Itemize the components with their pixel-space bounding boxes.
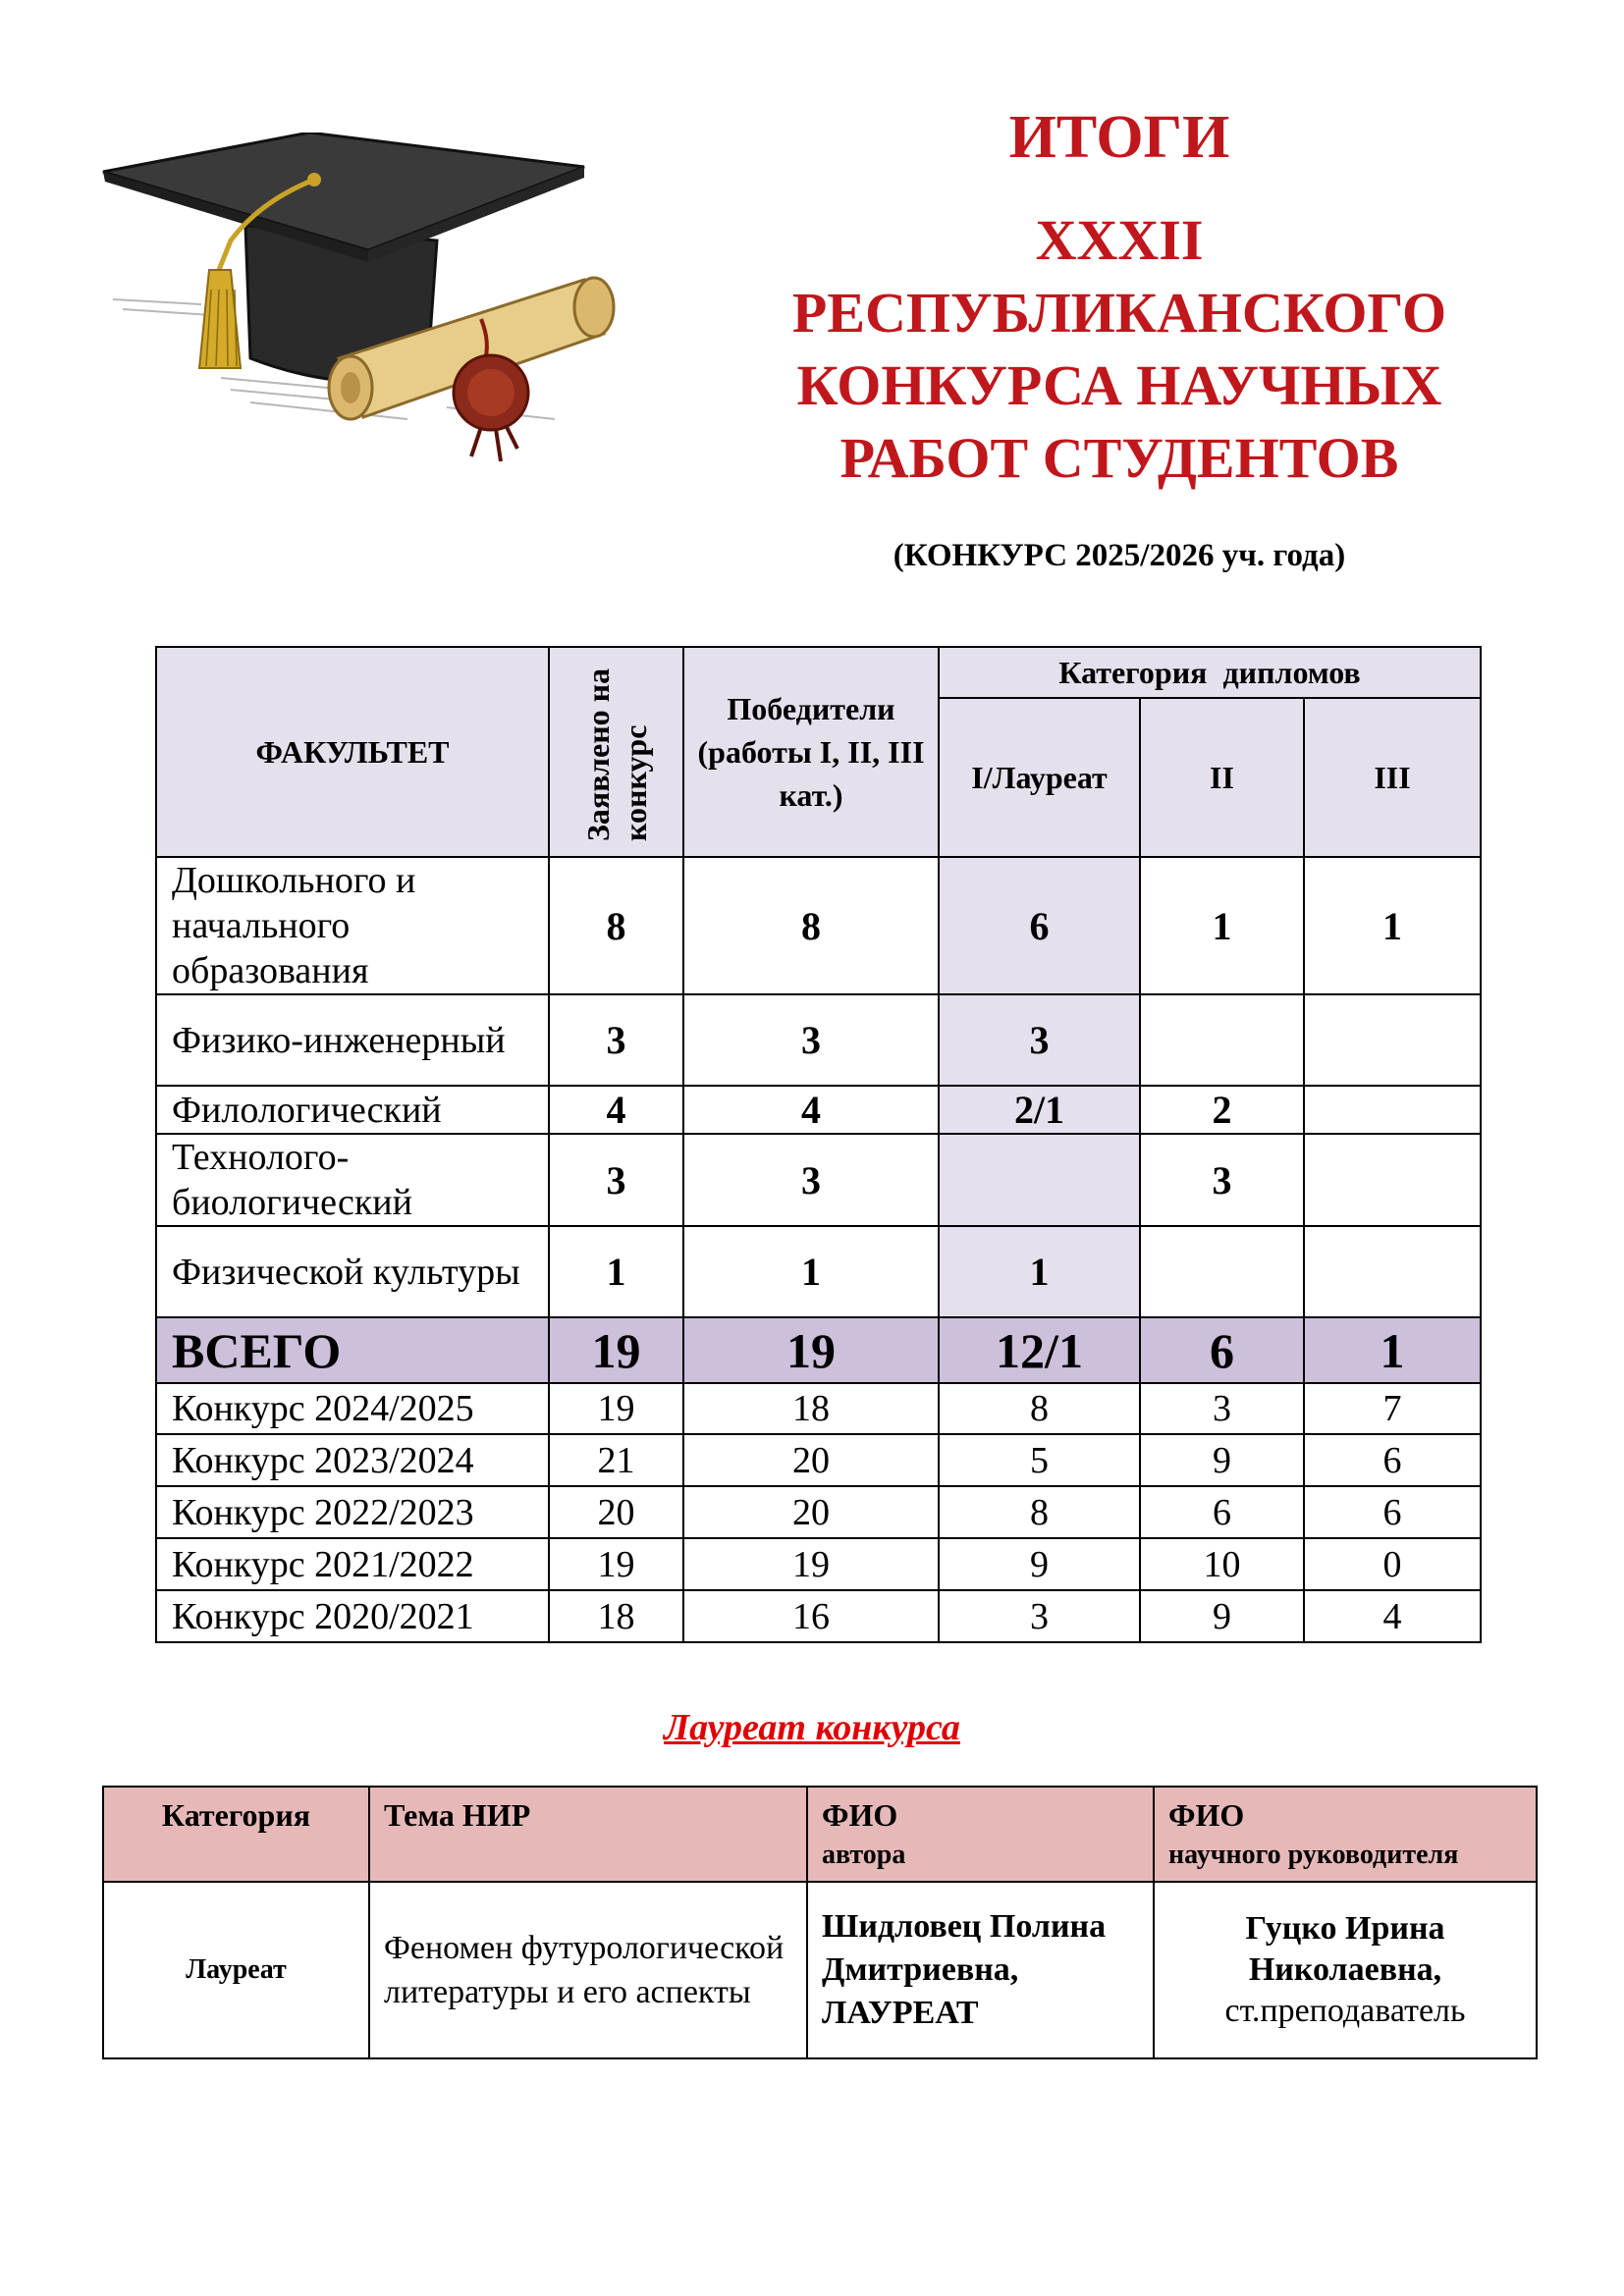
year-label: Конкурс 2022/2023 bbox=[156, 1486, 549, 1538]
faculty-name: Физической культуры bbox=[156, 1226, 549, 1317]
cat2-value: 3 bbox=[1140, 1383, 1304, 1434]
author-status: ЛАУРЕАТ bbox=[822, 1995, 979, 2031]
cat3-value bbox=[1304, 1134, 1481, 1226]
laureate-topic: Феномен футурологической литературы и его аспекты bbox=[369, 1882, 807, 2058]
submitted-value: 19 bbox=[549, 1538, 683, 1590]
cat2-value: 9 bbox=[1140, 1434, 1304, 1486]
laureate-category: Лауреат bbox=[103, 1882, 369, 2058]
header-topic bbox=[369, 1787, 807, 1882]
cat1-value: 5 bbox=[939, 1434, 1140, 1486]
total-cat2: 6 bbox=[1140, 1317, 1304, 1383]
cat3-value: 1 bbox=[1304, 857, 1481, 994]
total-submitted: 19 bbox=[549, 1317, 683, 1383]
title-competition: КОНКУРСА НАУЧНЫХ bbox=[796, 353, 1442, 417]
cat1-value: 9 bbox=[939, 1538, 1140, 1590]
submitted-value: 18 bbox=[549, 1590, 683, 1642]
laureate-row bbox=[103, 1882, 1537, 2058]
table-row bbox=[156, 1086, 1481, 1134]
year-label: Конкурс 2024/2025 bbox=[156, 1383, 549, 1434]
cat2-value: 2 bbox=[1140, 1086, 1304, 1134]
header-faculty: ФАКУЛЬТЕТ bbox=[156, 647, 549, 857]
cat3-value: 6 bbox=[1304, 1486, 1481, 1538]
header-author-main: ФИО bbox=[822, 1797, 898, 1833]
title-student-works: РАБОТ СТУДЕНТОВ bbox=[839, 426, 1399, 490]
winners-value: 16 bbox=[683, 1590, 939, 1642]
title-edition: XXXII bbox=[1035, 208, 1204, 272]
header-winners bbox=[683, 647, 939, 857]
year-row bbox=[156, 1383, 1481, 1434]
faculty-name: Дошкольного и начального образования bbox=[156, 857, 549, 994]
mortarboard bbox=[103, 133, 584, 250]
cat2-value bbox=[1140, 1226, 1304, 1317]
table-row bbox=[156, 1134, 1481, 1226]
cat2-value: 10 bbox=[1140, 1538, 1304, 1590]
submitted-value: 1 bbox=[549, 1226, 683, 1317]
year-row bbox=[156, 1538, 1481, 1590]
submitted-value: 8 bbox=[549, 857, 683, 994]
laureate-table bbox=[102, 1786, 1538, 2059]
header-cat1: I/Лауреат bbox=[939, 698, 1140, 857]
submitted-value: 20 bbox=[549, 1486, 683, 1538]
cat2-value bbox=[1140, 994, 1304, 1086]
header-supervisor-main: ФИО bbox=[1168, 1797, 1245, 1833]
cat3-value: 4 bbox=[1304, 1590, 1481, 1642]
cat1-value: 8 bbox=[939, 1486, 1140, 1538]
cat1-value bbox=[939, 1134, 1140, 1226]
total-row bbox=[156, 1317, 1481, 1383]
header-author bbox=[807, 1787, 1154, 1882]
total-cat3: 1 bbox=[1304, 1317, 1481, 1383]
tassel bbox=[199, 270, 241, 368]
year-label: Конкурс 2020/2021 bbox=[156, 1590, 549, 1642]
year-row bbox=[156, 1590, 1481, 1642]
author-name: Шидловец Полина Дмитриевна, bbox=[822, 1908, 1107, 1988]
winners-value: 8 bbox=[683, 857, 939, 994]
header-submitted bbox=[549, 647, 683, 857]
cat2-value: 1 bbox=[1140, 857, 1304, 994]
cat3-value: 6 bbox=[1304, 1434, 1481, 1486]
winners-value: 19 bbox=[683, 1538, 939, 1590]
table-row bbox=[156, 857, 1481, 994]
header-winners-text: Победители (работы I, II, III кат.) bbox=[697, 691, 925, 813]
header-diploma-category: Категория дипломов bbox=[939, 647, 1481, 698]
faculty-name: Филологический bbox=[156, 1086, 549, 1134]
graduation-cap-illustration bbox=[93, 133, 682, 506]
header-supervisor-sub: научного руководителя bbox=[1168, 1840, 1459, 1870]
submitted-value: 3 bbox=[549, 994, 683, 1086]
header-submitted-text: Заявлено на конкурс bbox=[579, 667, 653, 841]
table-row bbox=[156, 1226, 1481, 1317]
header-cat2: II bbox=[1140, 698, 1304, 857]
cat2-value: 6 bbox=[1140, 1486, 1304, 1538]
year-row bbox=[156, 1486, 1481, 1538]
winners-value: 1 bbox=[683, 1226, 939, 1317]
submitted-value: 4 bbox=[549, 1086, 683, 1134]
cat1-value: 8 bbox=[939, 1383, 1140, 1434]
submitted-value: 21 bbox=[549, 1434, 683, 1486]
faculty-name: Технолого-биологический bbox=[156, 1134, 549, 1226]
title-republican: РЕСПУБЛИКАНСКОГО bbox=[791, 281, 1447, 345]
winners-value: 20 bbox=[683, 1434, 939, 1486]
total-label: ВСЕГО bbox=[156, 1317, 549, 1383]
subtitle-year: (КОНКУРС 2025/2026 уч. года) bbox=[893, 538, 1346, 573]
winners-value: 20 bbox=[683, 1486, 939, 1538]
cat3-value: 7 bbox=[1304, 1383, 1481, 1434]
winners-value: 18 bbox=[683, 1383, 939, 1434]
cat1-value: 2/1 bbox=[939, 1086, 1140, 1134]
winners-value: 4 bbox=[683, 1086, 939, 1134]
table-row bbox=[156, 994, 1481, 1086]
winners-value: 3 bbox=[683, 994, 939, 1086]
cat2-value: 9 bbox=[1140, 1590, 1304, 1642]
header-author-sub: автора bbox=[822, 1840, 906, 1870]
laureate-supervisor bbox=[1154, 1882, 1537, 2058]
cat1-value: 6 bbox=[939, 857, 1140, 994]
submitted-value: 19 bbox=[549, 1383, 683, 1434]
laureate-heading: Лауреат конкурса bbox=[664, 1707, 960, 1748]
supervisor-position: ст.преподаватель bbox=[1224, 1993, 1466, 2029]
supervisor-name: Гуцко Ирина Николаевна, bbox=[1245, 1910, 1445, 1988]
submitted-value: 3 bbox=[549, 1134, 683, 1226]
cat3-value: 0 bbox=[1304, 1538, 1481, 1590]
title-results: ИТОГИ bbox=[1008, 104, 1230, 171]
year-row bbox=[156, 1434, 1481, 1486]
title-block bbox=[677, 98, 1561, 495]
header-category bbox=[103, 1787, 369, 1882]
cat3-value bbox=[1304, 994, 1481, 1086]
cat2-value: 3 bbox=[1140, 1134, 1304, 1226]
winners-value: 3 bbox=[683, 1134, 939, 1226]
cat1-value: 1 bbox=[939, 1226, 1140, 1317]
cat1-value: 3 bbox=[939, 994, 1140, 1086]
header-topic-text: Тема НИР bbox=[384, 1797, 531, 1833]
total-cat1: 12/1 bbox=[939, 1317, 1140, 1383]
laureate-author bbox=[807, 1882, 1154, 2058]
cat1-value: 3 bbox=[939, 1590, 1140, 1642]
header-supervisor bbox=[1154, 1787, 1537, 1882]
year-label: Конкурс 2021/2022 bbox=[156, 1538, 549, 1590]
cat3-value bbox=[1304, 1086, 1481, 1134]
header-cat3: III bbox=[1304, 698, 1481, 857]
header-category-text: Категория bbox=[161, 1797, 311, 1833]
total-winners: 19 bbox=[683, 1317, 939, 1383]
year-label: Конкурс 2023/2024 bbox=[156, 1434, 549, 1486]
faculty-name: Физико-инженерный bbox=[156, 994, 549, 1086]
results-table bbox=[155, 646, 1482, 1643]
cat3-value bbox=[1304, 1226, 1481, 1317]
wax-seal bbox=[454, 355, 528, 461]
